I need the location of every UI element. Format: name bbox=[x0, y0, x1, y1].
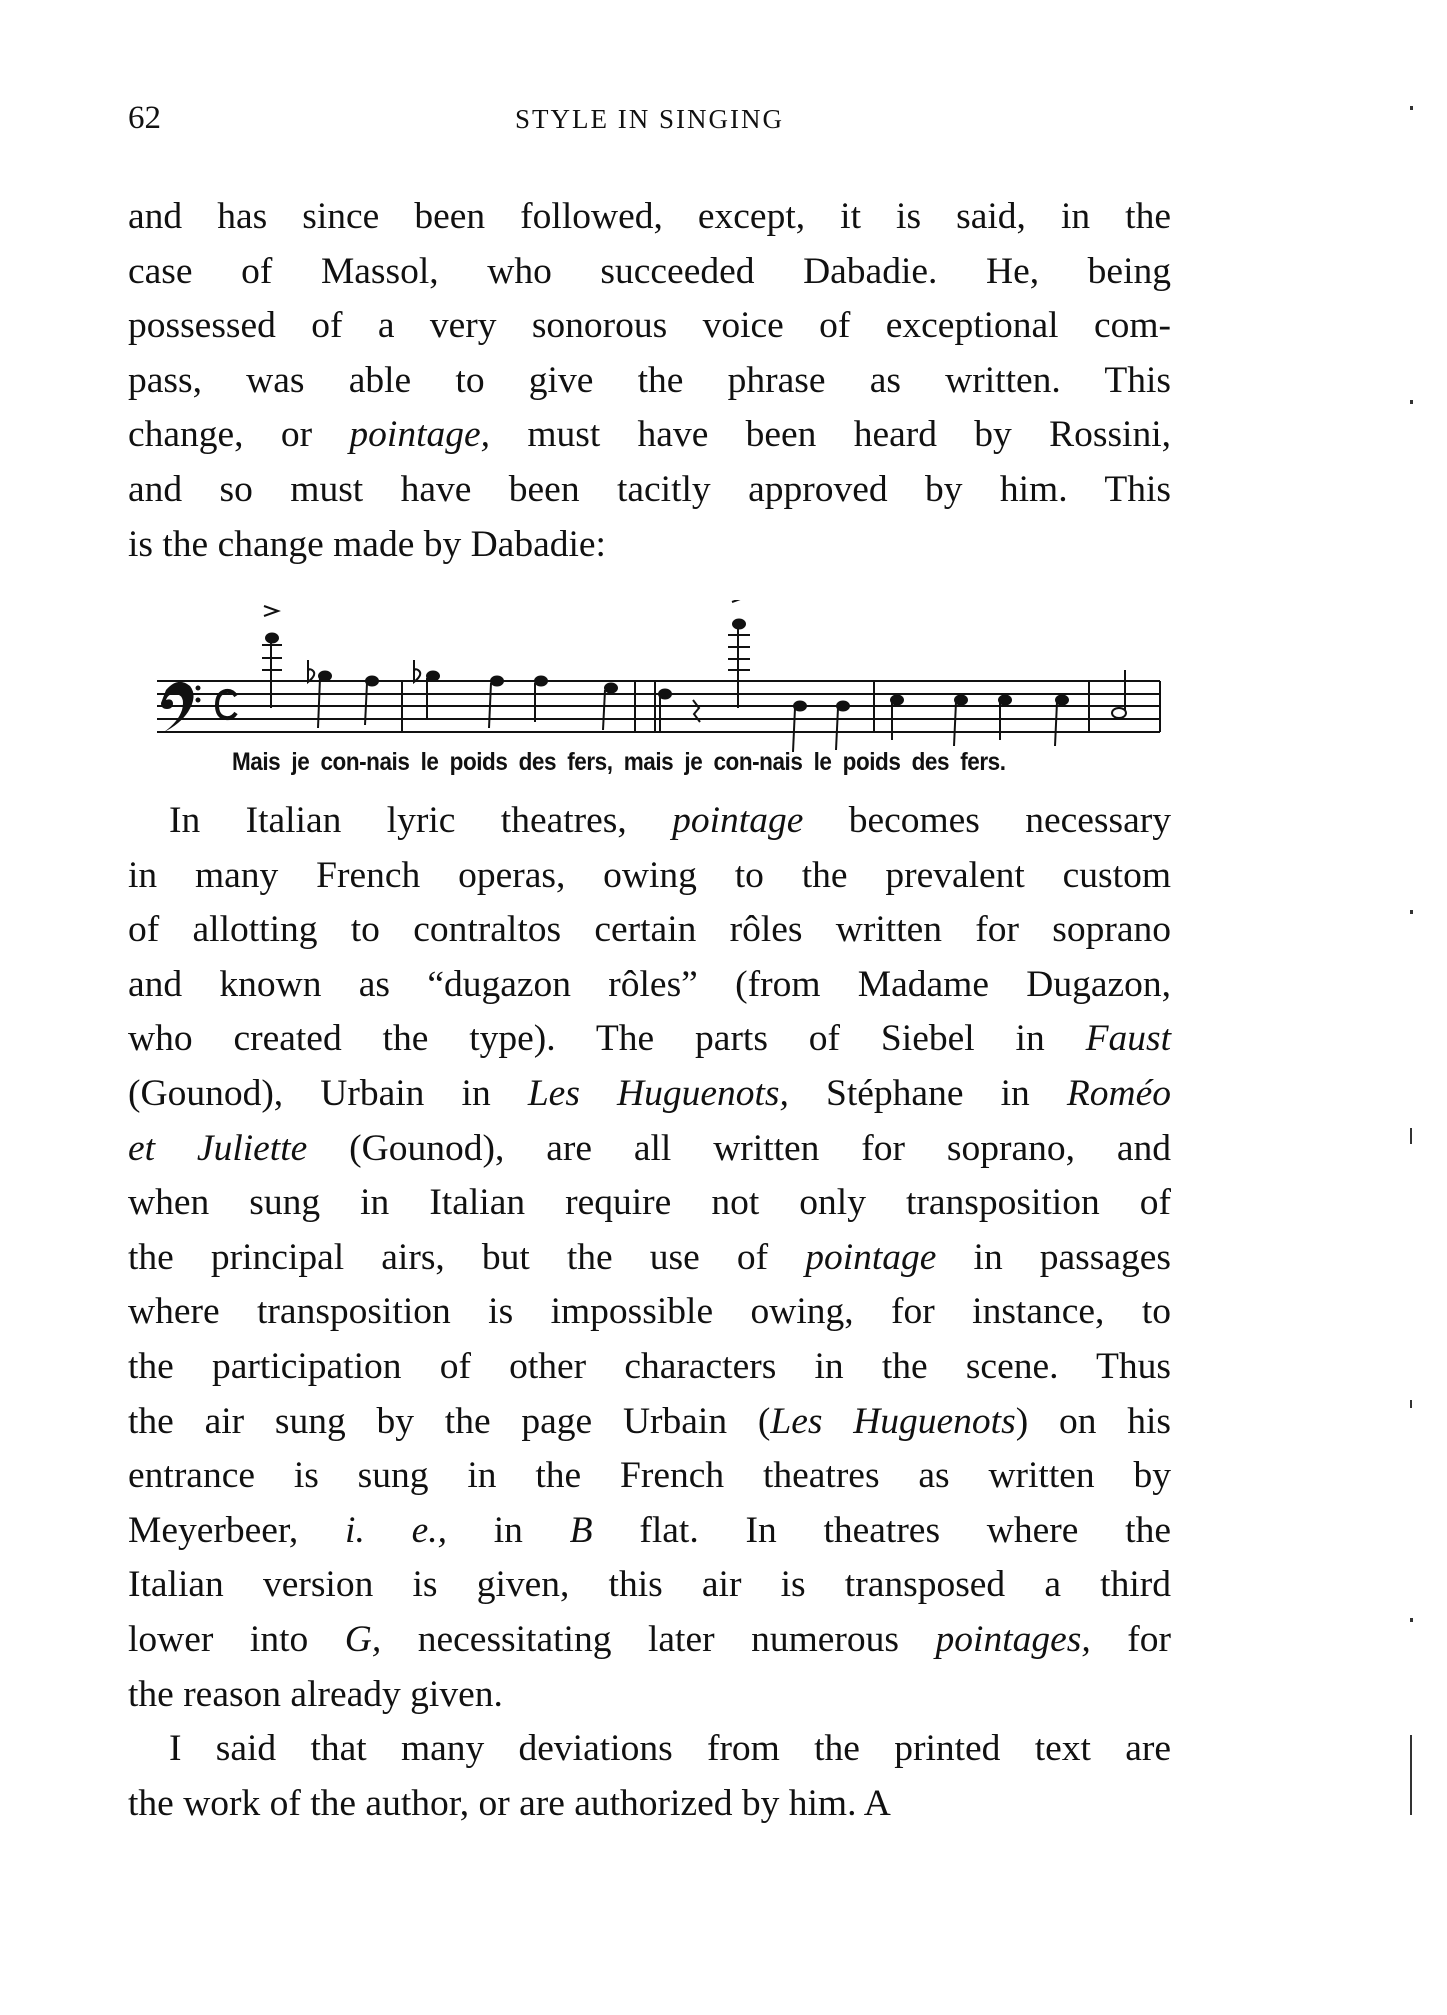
paragraph-3 bbox=[128, 1722, 1171, 1831]
text-run: In Italian lyric theatres, bbox=[169, 800, 673, 841]
text-run: must have been heard by Rossini, bbox=[490, 414, 1172, 456]
text-run: becomes necessary bbox=[803, 800, 1172, 841]
italic-text: pointage, bbox=[349, 414, 491, 456]
text-run: when sung in Italian require not only transposition of bbox=[128, 1182, 1171, 1224]
scan-artifact bbox=[1410, 1618, 1413, 1622]
text-run: in passages bbox=[936, 1236, 1171, 1278]
italic-text: Roméo bbox=[1066, 1072, 1171, 1114]
scan-artifact bbox=[1410, 1735, 1412, 1815]
text-line bbox=[128, 354, 1171, 409]
notes bbox=[262, 600, 1126, 752]
lyrics: Mais je con-nais le poids des fers, mais je con-nais le poids des fers. bbox=[232, 748, 1006, 776]
italic-text: pointage bbox=[805, 1236, 937, 1278]
text-line bbox=[128, 1777, 1171, 1832]
text-run: of allotting to contraltos certain rôles written for soprano bbox=[128, 909, 1171, 951]
italic-text: i. e., bbox=[345, 1509, 447, 1551]
text-run: the participation of other characters in the scene. Thus bbox=[128, 1345, 1171, 1387]
flat-icon bbox=[414, 660, 420, 682]
text-line bbox=[128, 518, 1171, 573]
text-run: for bbox=[1090, 1618, 1171, 1660]
text-line bbox=[128, 408, 1171, 463]
text-run: Meyerbeer, bbox=[128, 1509, 346, 1551]
text-run: the air sung by the page Urbain ( bbox=[128, 1400, 771, 1442]
text-run: I said that many deviations from the printed text are bbox=[169, 1728, 1171, 1769]
text-line bbox=[128, 1449, 1171, 1504]
page-number: 62 bbox=[128, 100, 161, 136]
italic-text: Les Huguenots, bbox=[527, 1072, 789, 1114]
scan-artifact bbox=[1410, 106, 1413, 110]
accent-mark bbox=[732, 600, 746, 602]
scan-artifact bbox=[1410, 1400, 1412, 1408]
text-run: possessed of a very sonorous voice of exceptional com- bbox=[128, 305, 1171, 347]
accent-mark bbox=[264, 606, 278, 616]
text-run: ) on his bbox=[1015, 1400, 1171, 1442]
paragraph-1 bbox=[128, 190, 1171, 572]
text-line bbox=[128, 1504, 1171, 1559]
italic-text: pointages, bbox=[935, 1618, 1091, 1660]
text-run: (Gounod), Urbain in bbox=[128, 1072, 528, 1114]
text-run: change, or bbox=[128, 414, 350, 456]
text-line bbox=[128, 958, 1171, 1013]
flat-icon bbox=[308, 660, 314, 682]
text-line bbox=[128, 794, 1171, 849]
text-line bbox=[128, 1012, 1171, 1067]
text-run: and known as “dugazon rôles” (from Madame Dugazon, bbox=[128, 963, 1171, 1005]
text-run: and so must have been tacitly approved by him. This bbox=[128, 468, 1171, 510]
italic-text: et Juliette bbox=[128, 1127, 308, 1169]
text-line bbox=[128, 190, 1171, 245]
italic-text: B bbox=[569, 1509, 593, 1551]
italic-text: Les Huguenots bbox=[770, 1400, 1016, 1442]
text-line bbox=[128, 245, 1171, 300]
text-line bbox=[128, 1285, 1171, 1340]
text-run: who created the type). The parts of Siebel in bbox=[128, 1018, 1086, 1060]
text-line bbox=[128, 849, 1171, 904]
text-line bbox=[128, 1395, 1171, 1450]
text-run: necessitating later numerous bbox=[381, 1618, 936, 1660]
text-line bbox=[128, 903, 1171, 958]
italic-text: Faust bbox=[1085, 1018, 1171, 1060]
text-line bbox=[128, 1176, 1171, 1231]
italic-text: G, bbox=[344, 1618, 382, 1660]
text-run: in many French operas, owing to the prevalent custom bbox=[128, 854, 1171, 896]
text-run: the principal airs, but the use of bbox=[128, 1236, 806, 1278]
text-run: the reason already given. bbox=[128, 1673, 503, 1715]
text-line bbox=[128, 463, 1171, 518]
text-run: in bbox=[446, 1509, 570, 1551]
scan-artifact bbox=[1410, 1128, 1412, 1144]
text-run: (Gounod), are all written for soprano, and bbox=[307, 1127, 1171, 1169]
text-run: and has since been followed, except, it is said, in the bbox=[128, 196, 1171, 237]
text-run: the work of the author, or are authorized by him. A bbox=[128, 1782, 891, 1824]
text-line bbox=[128, 1067, 1171, 1122]
text-run: Stéphane in bbox=[788, 1072, 1067, 1114]
page-header bbox=[128, 100, 1171, 140]
italic-text: pointage bbox=[672, 800, 804, 841]
text-run: is the change made by Dabadie: bbox=[128, 523, 606, 565]
text-line bbox=[128, 1668, 1171, 1723]
scan-artifact bbox=[1410, 910, 1413, 914]
scan-artifact bbox=[1410, 400, 1413, 404]
text-run: pass, was able to give the phrase as written. This bbox=[128, 359, 1171, 401]
text-line bbox=[128, 1613, 1171, 1668]
text-run: Italian version is given, this air is transposed a third bbox=[128, 1564, 1171, 1606]
text-run: where transposition is impossible owing, for instance, to bbox=[128, 1291, 1171, 1333]
text-line bbox=[128, 1558, 1171, 1613]
text-run: entrance is sung in the French theatres as written by bbox=[128, 1455, 1171, 1497]
text-line bbox=[128, 1340, 1171, 1395]
text-line bbox=[128, 1722, 1171, 1777]
running-title: STYLE IN SINGING bbox=[515, 104, 784, 134]
text-run: flat. In theatres where the bbox=[592, 1509, 1171, 1551]
text-line bbox=[128, 299, 1171, 354]
text-line bbox=[128, 1122, 1171, 1177]
paragraph-2 bbox=[128, 794, 1171, 1722]
staff-lines bbox=[157, 681, 1160, 732]
text-run: lower into bbox=[128, 1618, 345, 1660]
music-excerpt bbox=[0, 600, 1447, 760]
text-line bbox=[128, 1231, 1171, 1286]
text-run: case of Massol, who succeeded Dabadie. He, being bbox=[128, 250, 1171, 292]
